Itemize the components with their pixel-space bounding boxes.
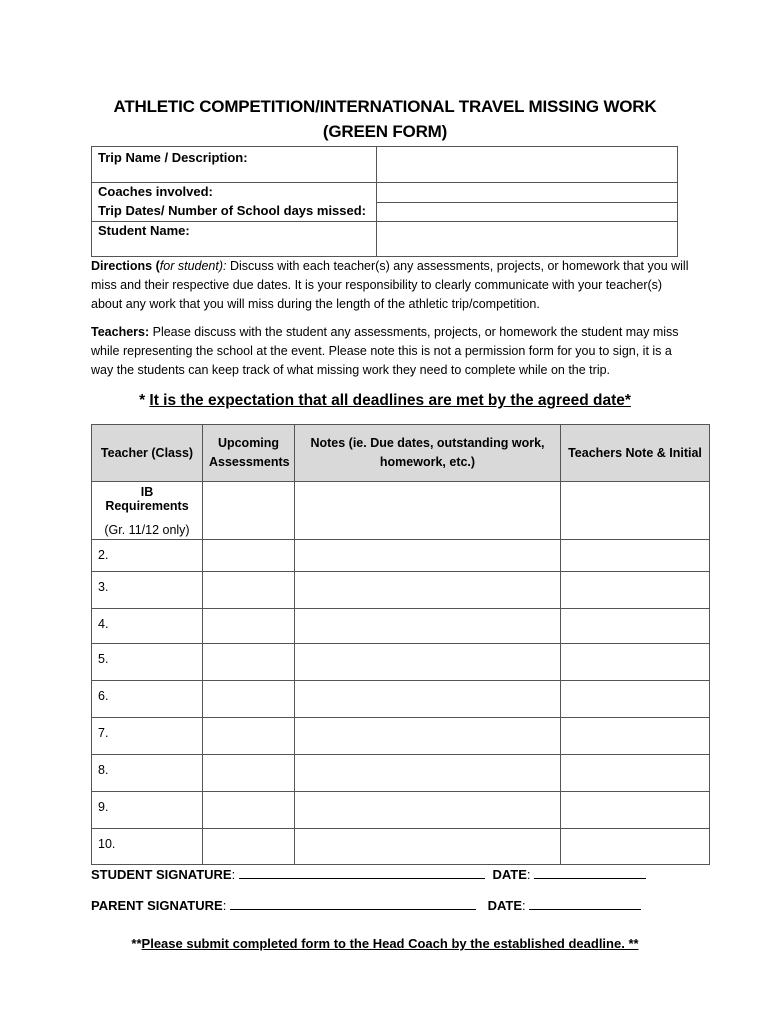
notes-cell[interactable]: [295, 609, 561, 644]
parent-signature-line[interactable]: [230, 896, 476, 910]
ib-initial-cell[interactable]: [561, 482, 710, 540]
header-teacher-class: Teacher (Class): [92, 425, 203, 482]
row-number: 9.: [92, 792, 203, 829]
parent-signature-label: PARENT SIGNATURE: [91, 898, 223, 913]
student-signature-label: STUDENT SIGNATURE: [91, 867, 232, 882]
notes-cell[interactable]: [295, 572, 561, 609]
student-signature-colon: :: [231, 867, 236, 882]
parent-signature-colon: :: [222, 898, 227, 913]
parent-date-colon: :: [522, 898, 526, 913]
initial-cell[interactable]: [561, 644, 710, 681]
notes-cell[interactable]: [295, 540, 561, 572]
submission-text: Please submit completed form to the Head Coach by the established deadline. **: [141, 936, 639, 951]
notes-cell[interactable]: [295, 792, 561, 829]
teachers-paragraph: [91, 323, 691, 380]
student-signature-row: [91, 865, 646, 882]
teachers-label: Teachers:: [91, 325, 150, 339]
notes-cell[interactable]: [295, 681, 561, 718]
table-row: [92, 792, 710, 829]
upcoming-cell[interactable]: [203, 792, 295, 829]
upcoming-cell[interactable]: [203, 829, 295, 865]
table-row: [92, 829, 710, 865]
expectation-note: [0, 392, 770, 410]
notes-cell[interactable]: [295, 829, 561, 865]
initial-cell[interactable]: [561, 540, 710, 572]
ib-grade-note: (Gr. 11/12 only): [104, 523, 190, 537]
table-row: [92, 609, 710, 644]
ib-notes-cell[interactable]: [295, 482, 561, 540]
student-signature-line[interactable]: [239, 865, 485, 879]
initial-cell[interactable]: [561, 829, 710, 865]
expectation-text: It is the expectation that all deadlines are met by the agreed date*: [149, 392, 631, 409]
initial-cell[interactable]: [561, 572, 710, 609]
trip-info-table: [91, 146, 678, 257]
submission-prefix: **: [131, 936, 142, 951]
upcoming-cell[interactable]: [203, 681, 295, 718]
row-number: 7.: [92, 718, 203, 755]
table-row: [92, 755, 710, 792]
row-number: 5.: [92, 644, 203, 681]
table-row: [92, 718, 710, 755]
student-date-label: DATE: [492, 867, 527, 882]
missing-work-table: [91, 424, 710, 865]
student-date-line[interactable]: [534, 865, 646, 879]
directions-paragraph: [91, 257, 691, 314]
row-number: 10.: [92, 829, 203, 865]
upcoming-cell[interactable]: [203, 644, 295, 681]
teachers-text: Please discuss with the student any assessments, projects, or homework the student may miss while representing the school at the event. Please note this is not a permission form for you to sign, it is a way the students can keep track of what missing work they need to complete while on the trip.: [91, 325, 679, 377]
row-number: 6.: [92, 681, 203, 718]
upcoming-cell[interactable]: [203, 609, 295, 644]
trip-name-field[interactable]: [377, 147, 678, 183]
initial-cell[interactable]: [561, 718, 710, 755]
parent-signature-row: [91, 896, 641, 913]
notes-cell[interactable]: [295, 644, 561, 681]
row-number: 4.: [92, 609, 203, 644]
parent-date-label: DATE: [487, 898, 523, 913]
notes-cell[interactable]: [295, 718, 561, 755]
form-title-line1: ATHLETIC COMPETITION/INTERNATIONAL TRAVEL MISSING WORK: [113, 97, 657, 116]
form-title-line2: (GREEN FORM): [322, 122, 448, 141]
ib-upcoming-cell[interactable]: [203, 482, 295, 540]
directions-label: Directions: [91, 259, 153, 273]
row-number: 2.: [92, 540, 203, 572]
student-name-field[interactable]: [377, 222, 678, 257]
table-row: [92, 572, 710, 609]
table-row: [92, 644, 710, 681]
coaches-field[interactable]: [377, 183, 678, 203]
table-row: [92, 540, 710, 572]
trip-name-label: Trip Name / Description:: [92, 147, 377, 183]
expectation-star: *: [139, 392, 150, 409]
student-name-label: Student Name:: [92, 222, 377, 257]
initial-cell[interactable]: [561, 755, 710, 792]
ib-requirements-label: IB Requirements: [105, 485, 189, 513]
trip-dates-label: Trip Dates/ Number of School days missed:: [92, 203, 377, 222]
table-row: [92, 681, 710, 718]
upcoming-cell[interactable]: [203, 755, 295, 792]
header-notes: Notes (ie. Due dates, outstanding work, homework, etc.): [295, 425, 561, 482]
submission-note: [0, 936, 770, 951]
initial-cell[interactable]: [561, 609, 710, 644]
coaches-label: Coaches involved:: [92, 183, 377, 203]
upcoming-cell[interactable]: [203, 540, 295, 572]
directions-paren: (: [155, 259, 160, 273]
header-teacher-initial: Teachers Note & Initial: [561, 425, 710, 482]
initial-cell[interactable]: [561, 792, 710, 829]
upcoming-cell[interactable]: [203, 718, 295, 755]
upcoming-cell[interactable]: [203, 572, 295, 609]
directions-for-student: for student):: [159, 259, 227, 273]
row-number: 8.: [92, 755, 203, 792]
parent-date-line[interactable]: [529, 896, 641, 910]
row-number: 3.: [92, 572, 203, 609]
trip-dates-field[interactable]: [377, 203, 678, 222]
ib-cell: [92, 482, 203, 540]
directions-text: Discuss with each teacher(s) any assessments, projects, or homework that you will miss and their respective due dates. It is your responsibility to clearly communicate with your teacher(s) about any work that you will miss during the length of the athletic trip/competition.: [91, 259, 689, 311]
header-upcoming-assessments: Upcoming Assessments: [203, 425, 295, 482]
initial-cell[interactable]: [561, 681, 710, 718]
student-date-colon: :: [526, 867, 531, 882]
notes-cell[interactable]: [295, 755, 561, 792]
table-row-ib: [92, 482, 710, 540]
